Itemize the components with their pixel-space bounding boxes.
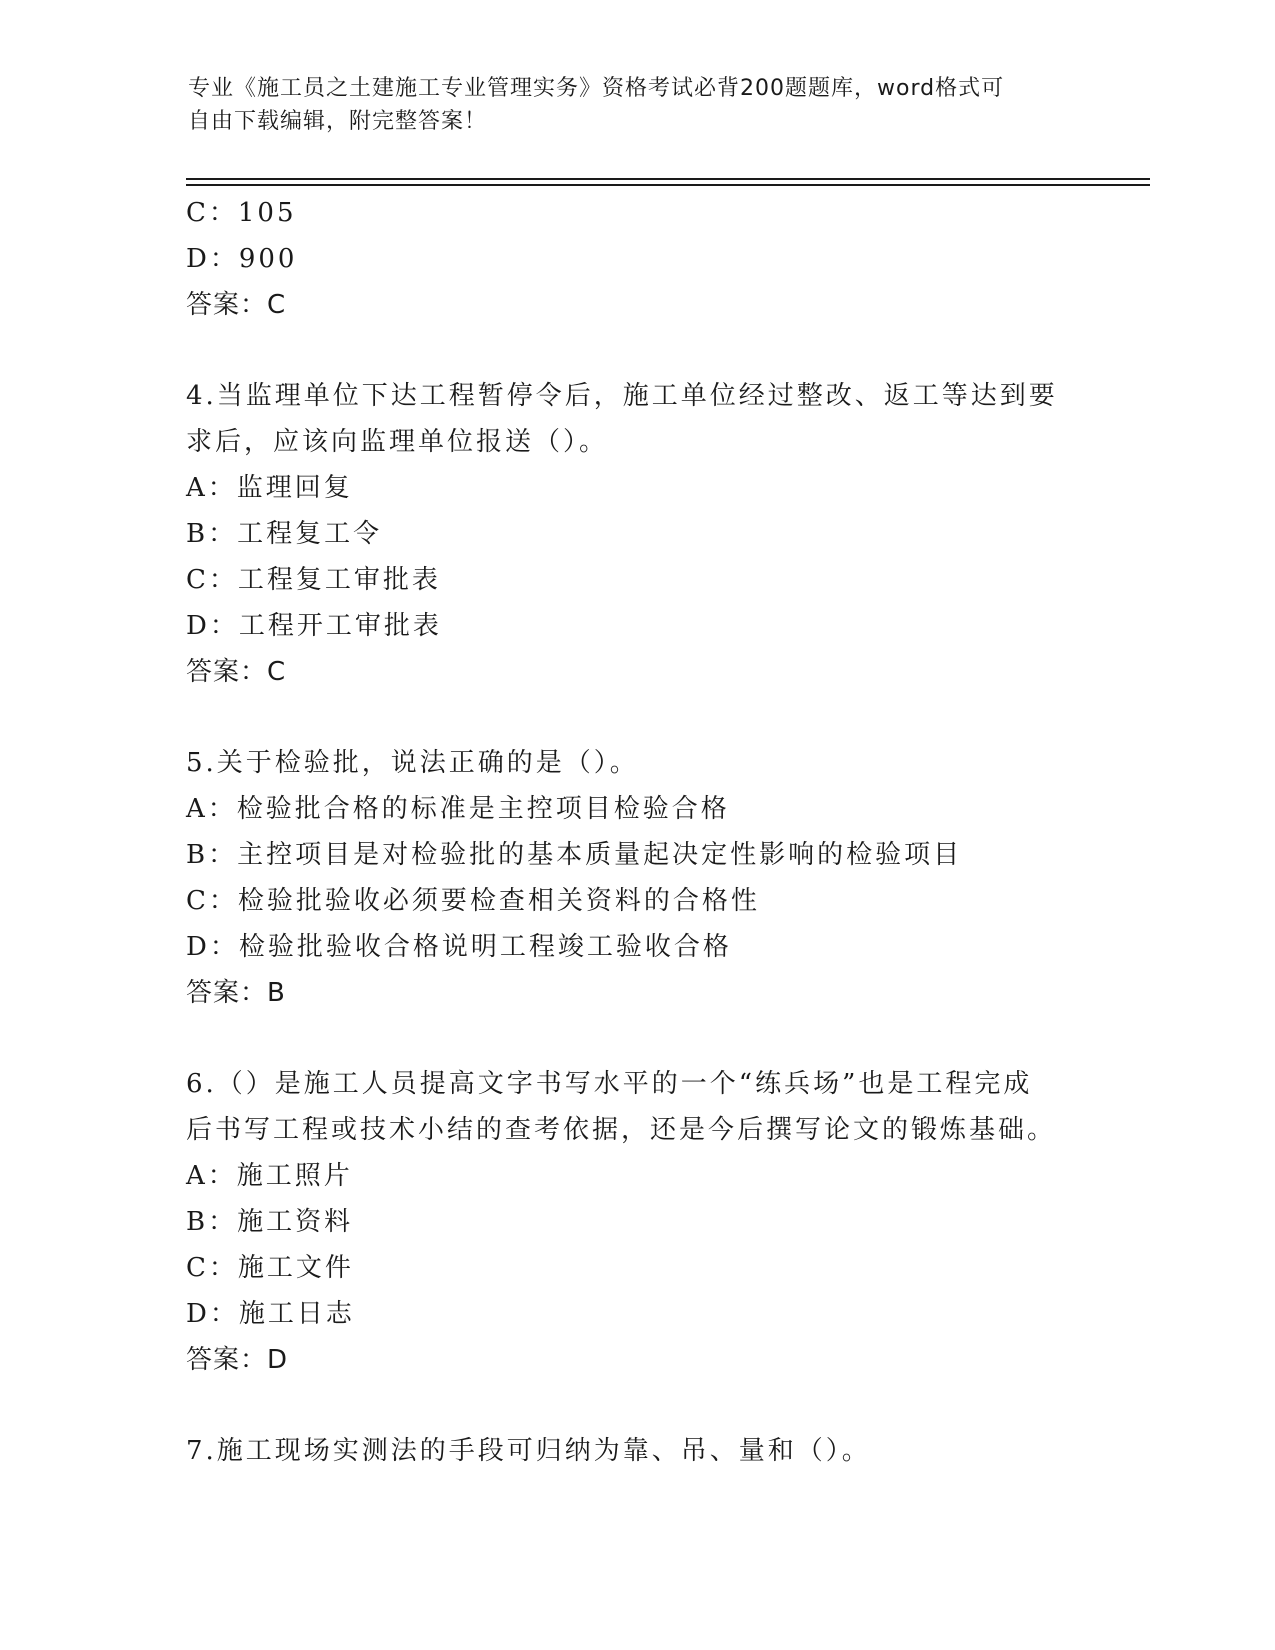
document-body: [186, 190, 1086, 1474]
q5-option-d: D：检验批验收合格说明工程竣工验收合格: [186, 932, 732, 962]
q4-answer: 答案：C: [186, 657, 287, 687]
q3-option-c: C：105: [186, 198, 297, 228]
spacer: [186, 1383, 1086, 1428]
q6-stem-line-2: 后书写工程或技术小结的查考依据，还是今后撰写论文的锻炼基础。: [186, 1115, 1057, 1145]
q5-option-c: C：检验批验收必须要检查相关资料的合格性: [186, 886, 760, 916]
spacer: [186, 695, 1086, 740]
spacer: [186, 1016, 1086, 1061]
question-6: [186, 1061, 1086, 1383]
q6-answer: 答案：D: [186, 1345, 289, 1375]
q6-option-d: D：施工日志: [186, 1299, 355, 1329]
q6-option-b: B：施工资料: [186, 1207, 354, 1237]
q6-option-c: C：施工文件: [186, 1253, 354, 1283]
q6-option-a: A：施工照片: [186, 1161, 353, 1191]
q5-option-b: B：主控项目是对检验批的基本质量起决定性影响的检验项目: [186, 840, 963, 870]
q7-stem-line-1: 7.施工现场实测法的手段可归纳为靠、吊、量和（）。: [186, 1436, 871, 1466]
question-5: [186, 740, 1086, 1016]
q4-option-b: B：工程复工令: [186, 519, 383, 549]
q3-option-d: D：900: [186, 244, 298, 274]
q5-answer: 答案：B: [186, 978, 286, 1008]
header-rule-bottom: [186, 184, 1150, 186]
question-4: [186, 373, 1086, 695]
q5-stem-line-1: 5.关于检验批，说法正确的是（）。: [186, 748, 639, 778]
question-3-tail: [186, 190, 1086, 328]
q4-option-d: D：工程开工审批表: [186, 611, 442, 641]
question-7: [186, 1428, 1086, 1474]
q4-option-c: C：工程复工审批表: [186, 565, 441, 595]
q6-stem-line-1: 6.（）是施工人员提高文字书写水平的一个“练兵场”也是工程完成: [186, 1069, 1033, 1099]
q4-stem-line-1: 4.当监理单位下达工程暂停令后，施工单位经过整改、返工等达到要: [186, 381, 1058, 411]
header-title-line-2: 自由下载编辑，附完整答案！: [188, 109, 488, 134]
q3-answer: 答案：C: [186, 290, 287, 320]
header-title-line-1: 专业《施工员之土建施工专业管理实务》资格考试必背200题题库，word格式可: [188, 76, 1005, 101]
q4-option-a: A：监理回复: [186, 473, 353, 503]
document-header: [188, 72, 1088, 138]
q5-option-a: A：检验批合格的标准是主控项目检验合格: [186, 794, 730, 824]
header-rule-top: [186, 178, 1150, 180]
spacer: [186, 328, 1086, 373]
q4-stem-line-2: 求后，应该向监理单位报送（）。: [186, 427, 609, 457]
